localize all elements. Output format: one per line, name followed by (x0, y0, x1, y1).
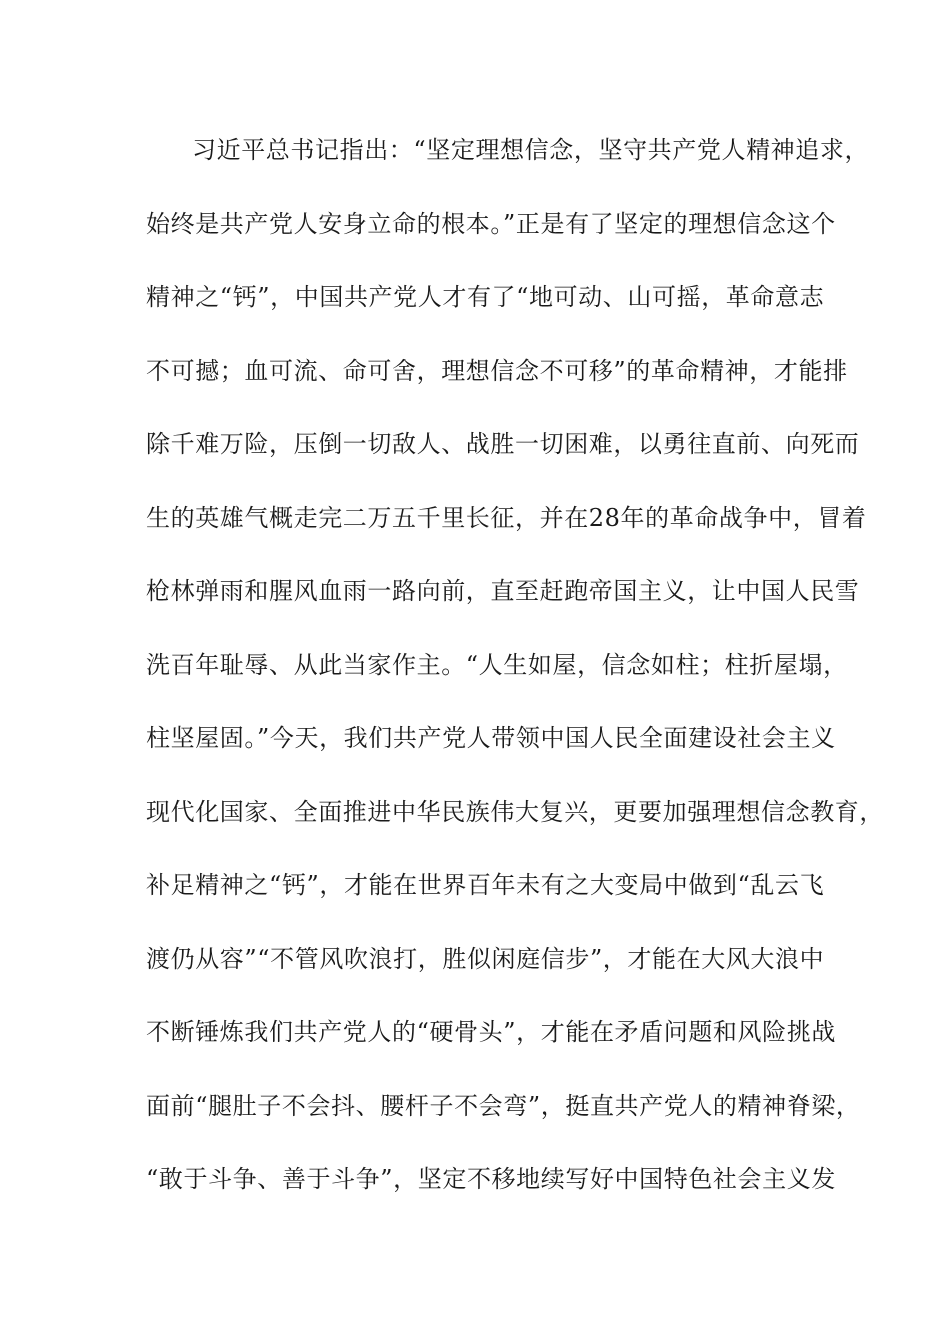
text-line: 补足精神之“钙”，才能在世界百年未有之大变局中做到“乱云飞 (146, 871, 825, 899)
text-line: “敢于斗争、善于斗争”，坚定不移地续写好中国特色社会主义发 (146, 1165, 836, 1193)
text-line: 渡仍从容”“不管风吹浪打，胜似闲庭信步”，才能在大风大浪中 (146, 944, 825, 973)
body-paragraph (146, 130, 884, 1233)
text-line: 习近平总书记指出：“坚定理想信念，坚守共产党人精神追求， (192, 136, 870, 164)
text-line: 生的英雄气概走完二万五千里长征，并在28年的革命战争中，冒着 (146, 503, 867, 532)
text-line: 枪林弹雨和腥风血雨一路向前，直至赶跑帝国主义，让中国人民雪 (146, 577, 860, 605)
text-line: 始终是共产党人安身立命的根本。”正是有了坚定的理想信念这个 (146, 209, 836, 238)
text-line: 精神之“钙”，中国共产党人才有了“地可动、山可摇，革命意志 (146, 283, 825, 311)
text-line: 除千难万险，压倒一切敌人、战胜一切困难，以勇往直前、向死而 (146, 430, 860, 458)
text-line: 洗百年耻辱、从此当家作主。“人生如屋，信念如柱；柱折屋塌， (146, 650, 848, 679)
text-line: 不可撼；血可流、命可舍，理想信念不可移”的革命精神，才能排 (146, 356, 848, 385)
text-line: 面前“腿肚子不会抖、腰杆子不会弯”，挺直共产党人的精神脊梁， (146, 1091, 861, 1120)
text-line: 现代化国家、全面推进中华民族伟大复兴，更要加强理想信念教育， (146, 797, 884, 826)
text-line: 柱坚屋固。”今天，我们共产党人带领中国人民全面建设社会主义 (146, 724, 836, 752)
text-line: 不断锤炼我们共产党人的“硬骨头”，才能在矛盾问题和风险挑战 (146, 1018, 836, 1046)
